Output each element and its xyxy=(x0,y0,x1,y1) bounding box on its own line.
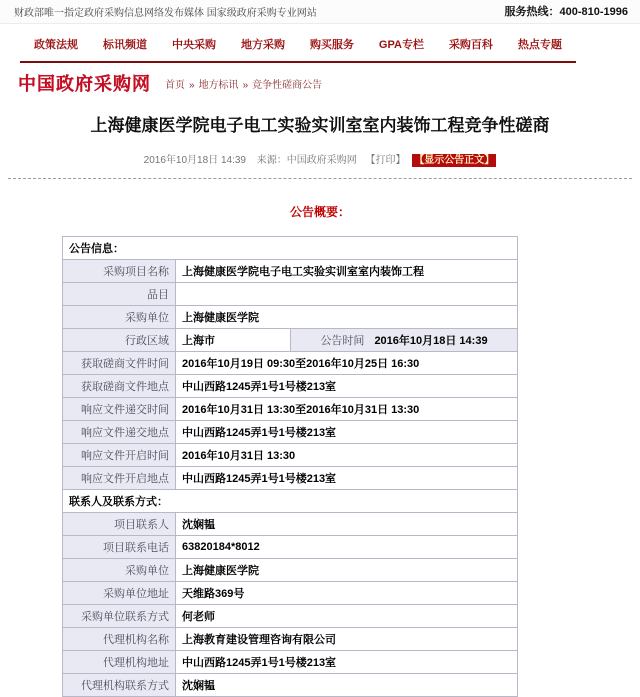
row-value-cell: 上海健康医学院电子电工实验实训室室内装饰工程 xyxy=(176,260,518,283)
row-label-cell: 获取磋商文件地点 xyxy=(63,375,176,398)
nav-item-purchase-services[interactable]: 购买服务 xyxy=(309,39,354,51)
site-slogan: 财政部唯一指定政府采购信息网络发布媒体 国家级政府采购专业网站 xyxy=(14,7,317,19)
nav-item-procurement-wiki[interactable]: 采购百科 xyxy=(448,39,493,51)
dashed-divider xyxy=(8,178,632,179)
source-text: 来源：中国政府采购网 xyxy=(256,155,357,167)
row-label-cell: 项目联系电话 xyxy=(63,536,176,559)
row-value-cell: 中山西路1245弄1号1号楼213室 xyxy=(176,651,518,674)
site-header xyxy=(18,75,640,93)
section-header-cell: 联系人及联系方式： xyxy=(63,490,518,513)
row-label-cell: 响应文件开启时间 xyxy=(63,444,176,467)
table-row xyxy=(63,421,518,444)
table-row xyxy=(63,444,518,467)
table-row xyxy=(63,559,518,582)
combo-label: 公告时间 xyxy=(320,335,365,348)
row-label-cell: 采购项目名称 xyxy=(63,260,176,283)
announcement-title: 上海健康医学院电子电工实验实训室室内装饰工程竞争性磋商 xyxy=(90,116,550,135)
table-row xyxy=(63,513,518,536)
summary-table-body xyxy=(63,237,518,697)
table-row xyxy=(63,628,518,651)
row-label-cell: 代理机构名称 xyxy=(63,628,176,651)
nav-item-local-procurement[interactable]: 地方采购 xyxy=(240,39,285,51)
table-row xyxy=(63,352,518,375)
row-label-cell: 采购单位 xyxy=(63,306,176,329)
row-label-cell: 采购单位地址 xyxy=(63,582,176,605)
publish-datetime: 2016年10月18日 14:39 xyxy=(143,155,246,167)
row-value-cell: 天维路369号 xyxy=(176,582,518,605)
table-row xyxy=(63,260,518,283)
announcement-meta xyxy=(0,151,640,166)
row-label-cell: 采购单位联系方式 xyxy=(63,605,176,628)
row-combo-cell xyxy=(291,329,518,352)
summary-heading: 公告概要： xyxy=(289,205,350,220)
row-label-cell: 品目 xyxy=(63,283,176,306)
row-label-cell: 项目联系人 xyxy=(63,513,176,536)
row-label-cell: 响应文件递交时间 xyxy=(63,398,176,421)
row-value-cell: 上海教育建设管理咨询有限公司 xyxy=(176,628,518,651)
table-row xyxy=(63,536,518,559)
table-row xyxy=(63,490,518,513)
table-row xyxy=(63,582,518,605)
section-header-cell: 公告信息： xyxy=(63,237,518,260)
row-label-cell: 代理机构联系方式 xyxy=(63,674,176,697)
combo-value: 2016年10月18日 14:39 xyxy=(374,335,488,348)
breadcrumb-home[interactable]: 首页 xyxy=(165,80,185,91)
nav-item-policy[interactable]: 政策法规 xyxy=(34,39,78,51)
row-label-cell: 行政区域 xyxy=(63,329,176,352)
row-value-cell: 中山西路1245弄1号1号楼213室 xyxy=(176,467,518,490)
row-value-cell: 63820184*8012 xyxy=(176,536,518,559)
table-row xyxy=(63,674,518,697)
row-label-cell: 响应文件递交地点 xyxy=(63,421,176,444)
table-row xyxy=(63,398,518,421)
row-value-cell xyxy=(176,283,518,306)
nav-item-gpa-column[interactable]: GPA专栏 xyxy=(378,39,424,51)
show-fulltext-button[interactable]: 【显示公告正文】 xyxy=(414,155,495,167)
row-value-cell: 上海健康医学院 xyxy=(176,559,518,582)
breadcrumb-separator-icon: » xyxy=(242,80,249,91)
service-hotline: 服务热线：400-810-1996 xyxy=(504,6,628,18)
row-value-cell: 沈娴韫 xyxy=(176,513,518,536)
table-row xyxy=(63,306,518,329)
table-row xyxy=(63,651,518,674)
announcement-summary-table xyxy=(62,236,518,697)
row-label-cell: 采购单位 xyxy=(63,559,176,582)
nav-item-tenders[interactable]: 标讯频道 xyxy=(102,39,147,51)
table-row xyxy=(63,467,518,490)
row-value-cell: 沈娴韫 xyxy=(176,674,518,697)
row-value-cell: 2016年10月31日 13:30 xyxy=(176,444,518,467)
row-value-cell: 2016年10月31日 13:30至2016年10月31日 13:30 xyxy=(176,398,518,421)
row-value-cell: 2016年10月19日 09:30至2016年10月25日 16:30 xyxy=(176,352,518,375)
breadcrumb-current-category: 竞争性磋商公告 xyxy=(252,80,323,91)
table-row xyxy=(63,283,518,306)
row-value-cell: 中山西路1245弄1号1号楼213室 xyxy=(176,421,518,444)
row-value-cell: 上海健康医学院 xyxy=(176,306,518,329)
site-logo[interactable]: 中国政府采购网 xyxy=(18,74,151,94)
row-label-cell: 获取磋商文件时间 xyxy=(63,352,176,375)
top-info-bar xyxy=(0,0,640,24)
nav-item-central-procurement[interactable]: 中央采购 xyxy=(171,39,216,51)
breadcrumb-separator-icon: » xyxy=(189,80,195,91)
breadcrumb-local-tenders[interactable]: 地方标讯 xyxy=(198,80,239,91)
table-row xyxy=(63,605,518,628)
row-value-cell: 中山西路1245弄1号1号楼213室 xyxy=(176,375,518,398)
print-button[interactable]: 【打印】 xyxy=(365,155,406,167)
breadcrumb xyxy=(165,76,322,93)
main-nav xyxy=(20,30,576,63)
row-value-cell: 上海市 xyxy=(176,329,291,352)
row-label-cell: 代理机构地址 xyxy=(63,651,176,674)
table-row xyxy=(63,237,518,260)
row-value-cell: 何老师 xyxy=(176,605,518,628)
table-row xyxy=(63,329,518,352)
nav-item-hot-topics[interactable]: 热点专题 xyxy=(517,39,562,51)
row-label-cell: 响应文件开启地点 xyxy=(63,467,176,490)
table-row xyxy=(63,375,518,398)
